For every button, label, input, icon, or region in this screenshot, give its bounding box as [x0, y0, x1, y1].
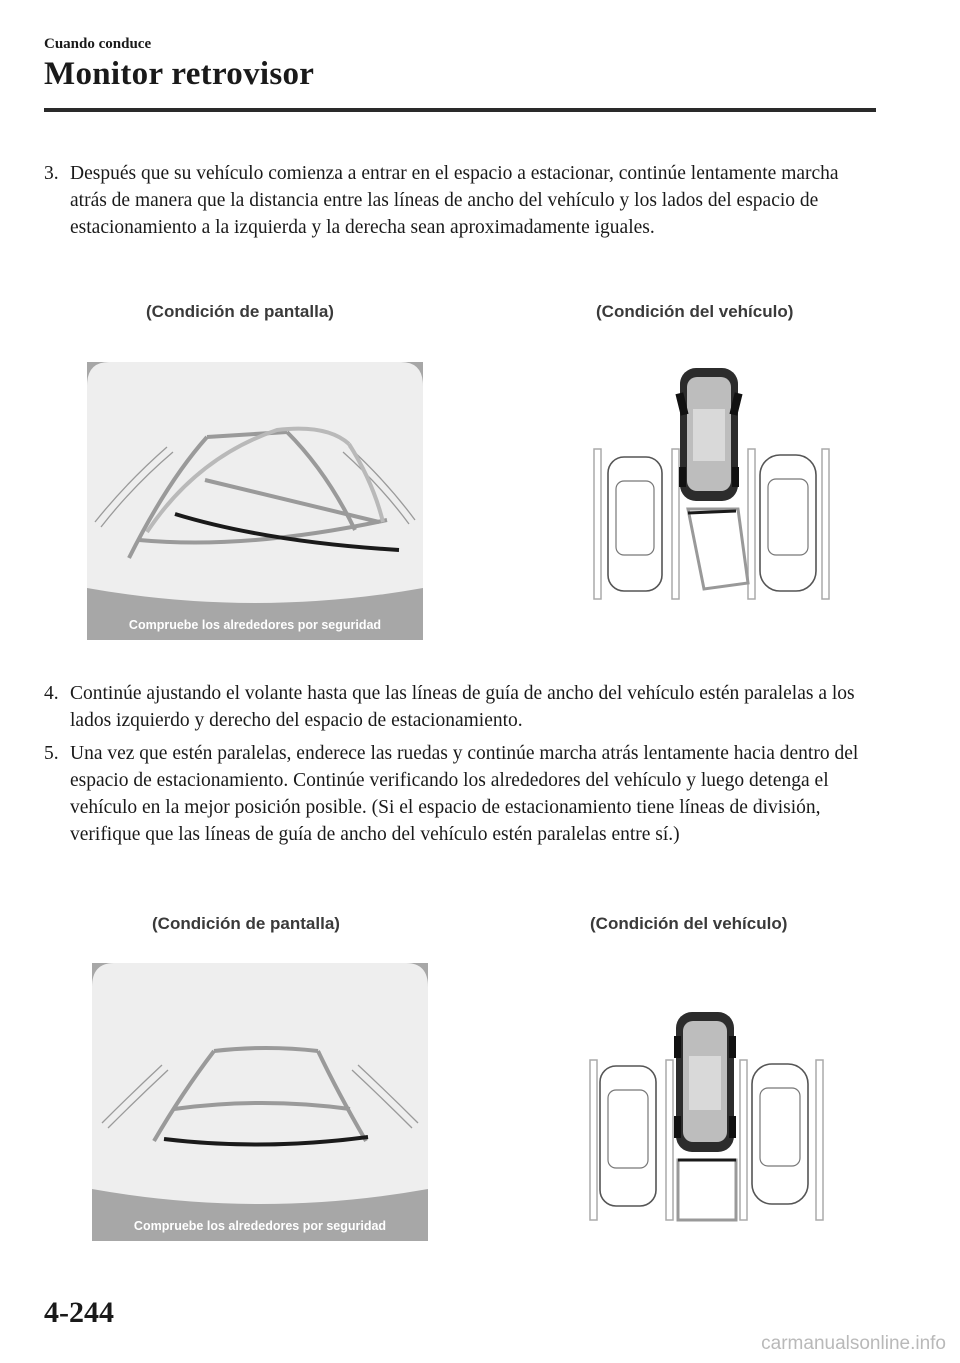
section-label: Cuando conduce [44, 36, 152, 52]
vehicle-condition-caption: (Condición del vehículo) [596, 302, 794, 321]
page-number: 4-244 [44, 1296, 114, 1329]
screen-condition-caption: (Condición de pantalla) [152, 914, 340, 933]
reversing-car [675, 368, 742, 501]
page-title: Monitor retrovisor [44, 56, 315, 92]
target-parking-space [688, 509, 748, 589]
vehicle-position-diagram [592, 363, 832, 601]
parking-lot-graphic [588, 1010, 828, 1222]
step-number: 3. [44, 163, 59, 184]
distance-guide-marker [688, 511, 736, 513]
step-5 [44, 740, 864, 848]
vehicle-condition-caption: (Condición del vehículo) [590, 914, 788, 933]
safety-warning-text: Compruebe los alrededores por seguridad [133, 1219, 387, 1233]
parked-car-right [760, 455, 816, 591]
screen-view-oval [87, 362, 423, 603]
step-text: Continúe ajustando el volante hasta que las líneas de guía de ancho del vehículo estén paralelas a los lados izquierdo y derecho del espacio de estacionamiento. [70, 683, 855, 731]
reversing-car [674, 1012, 736, 1152]
parked-car-left [608, 457, 662, 591]
safety-warning-text: Compruebe los alrededores por seguridad [128, 618, 382, 632]
step-4 [44, 680, 864, 734]
screen-condition-caption: (Condición de pantalla) [146, 302, 334, 321]
step-text: Una vez que estén paralelas, enderece las ruedas y continúe marcha atrás lentamente hacia dentro del espacio de estacionamiento. Continúe verificando los alrededores del vehículo y luego detenga el vehículo en la mejor posición posible. (Si el espacio de estacionamiento tiene líneas de división, verifique que las líneas de guía de ancho del vehículo estén paralelas entre sí.) [70, 743, 859, 845]
parked-car-right [752, 1064, 808, 1204]
rear-camera-screen [92, 963, 428, 1241]
step-3 [44, 160, 864, 241]
vehicle-position-diagram [588, 1010, 828, 1222]
step-number: 5. [44, 743, 59, 764]
title-divider [44, 108, 876, 112]
rear-camera-screen [87, 362, 423, 640]
watermark-text: carmanualsonline.info [761, 1333, 946, 1354]
parked-car-left [600, 1066, 656, 1206]
step-number: 4. [44, 683, 59, 704]
parking-lot-graphic [592, 363, 832, 601]
target-parking-space [678, 1160, 736, 1220]
camera-view-graphic [92, 963, 428, 1241]
camera-view-graphic [87, 362, 423, 640]
step-text: Después que su vehículo comienza a entrar en el espacio a estacionar, continúe lentamente marcha atrás de manera que la distancia entre las líneas de ancho del vehículo y los lados del espacio de estacionamiento a la izquierda y la derecha sean aproximadamente iguales. [70, 163, 839, 238]
